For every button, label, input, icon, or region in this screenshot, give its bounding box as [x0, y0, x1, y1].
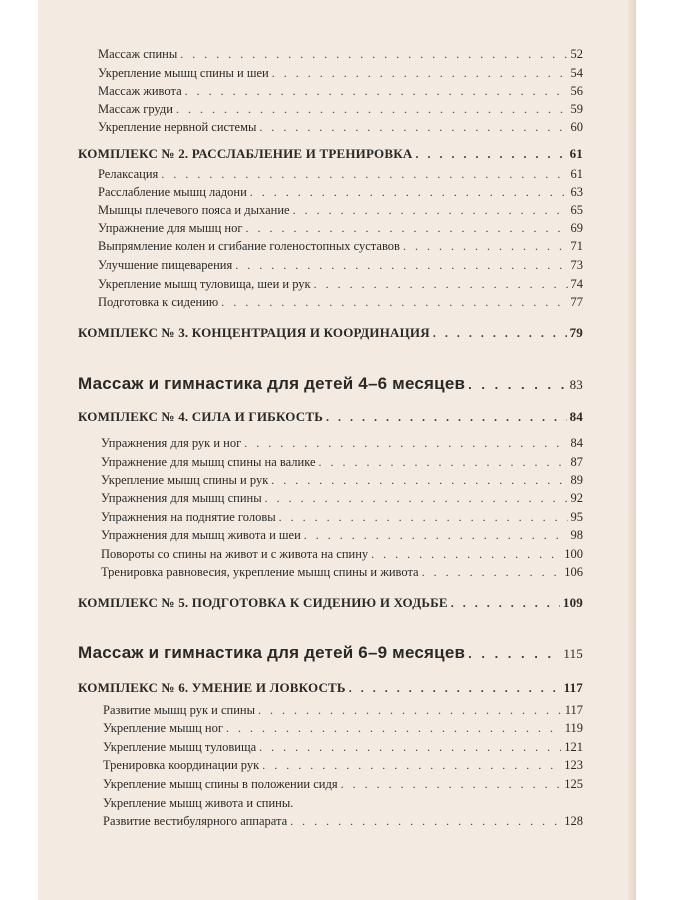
toc-entry: [101, 565, 583, 580]
toc-complex-heading: [78, 595, 583, 611]
toc-complex-page: 84: [569, 409, 583, 424]
toc-entry-title: Развитие мышц рук и спины: [103, 703, 255, 717]
dot-leader: [319, 455, 568, 470]
dot-leader: [415, 147, 566, 162]
dot-leader: [161, 167, 567, 182]
toc-complex-title: КОМПЛЕКС № 4. СИЛА И ГИБКОСТЬ: [78, 409, 323, 424]
toc-complex-heading: [78, 680, 583, 696]
dot-leader: [349, 681, 561, 696]
toc-entry: [103, 740, 583, 755]
toc-entry-title: Массаж живота: [98, 84, 182, 98]
toc-entry-page: 52: [570, 47, 583, 61]
toc-complex-page: 109: [562, 595, 583, 610]
toc-entry-page: 74: [570, 277, 583, 291]
toc-entry-page: 87: [570, 455, 583, 469]
toc-entry-title: Упражнение для мышц спины на валике: [101, 455, 316, 469]
toc-entry-title: Упражнения для мышц живота и шеи: [101, 528, 301, 542]
dot-leader: [422, 565, 562, 580]
toc-complex-heading: [78, 325, 583, 341]
toc-entry-title: Тренировка равновесия, укрепление мышц спины и живота: [101, 565, 419, 579]
toc-section-heading: [78, 374, 583, 394]
dot-leader: [250, 185, 568, 200]
toc-entry: [101, 547, 583, 562]
toc-entry-title: Упражнения на поднятие головы: [101, 510, 276, 524]
toc-entry: [101, 473, 583, 488]
toc-entry: [98, 221, 583, 236]
toc-entry-page: 106: [564, 565, 583, 579]
dot-leader: [244, 436, 567, 451]
toc-entry-page: 125: [564, 777, 583, 791]
dot-leader: [265, 491, 568, 506]
toc-entry: [98, 185, 583, 200]
toc-entry-page: 98: [570, 528, 583, 542]
dot-leader: [235, 258, 567, 273]
dot-leader: [304, 528, 568, 543]
toc-entry-page: 100: [564, 547, 583, 561]
toc-entry-page: 119: [564, 721, 583, 735]
toc-complex-title: КОМПЛЕКС № 6. УМЕНИЕ И ЛОВКОСТЬ: [78, 680, 346, 695]
dot-leader: [180, 47, 567, 62]
dot-leader: [259, 120, 567, 135]
toc-entry-page: 63: [570, 185, 583, 199]
toc-section-page: 83: [569, 377, 583, 392]
toc-entry-title: Укрепление мышц спины в положении сидя: [103, 777, 338, 791]
toc-entry-title: Улучшение пищеварения: [98, 258, 233, 272]
toc-section-title: Массаж и гимнастика для детей 4–6 месяцев: [78, 374, 466, 393]
toc-entry-title: Массаж спины: [98, 47, 178, 61]
toc-entry-page: 69: [570, 221, 583, 235]
toc-entry: [103, 758, 583, 773]
toc-entry-page: 60: [570, 120, 583, 134]
toc-entry: [103, 814, 583, 829]
dot-leader: [271, 473, 567, 488]
toc-entry-title: Укрепление мышц спины и шеи: [98, 66, 269, 80]
toc-entry-page: 123: [564, 758, 583, 772]
toc-entry-title: Мышцы плечевого пояса и дыхание: [98, 203, 290, 217]
dot-leader: [290, 814, 561, 829]
toc-complex-heading: [78, 409, 583, 425]
dot-leader: [468, 377, 566, 392]
toc-entry-page: 73: [570, 258, 583, 272]
dot-leader: [279, 510, 568, 525]
toc-section-heading: [78, 643, 583, 663]
toc-entry: [101, 436, 583, 451]
dot-leader: [433, 326, 567, 341]
dot-leader: [226, 721, 562, 736]
toc-entry: [103, 703, 583, 718]
toc-entry: [98, 66, 583, 81]
toc-entry: [98, 239, 583, 254]
toc-entry-title: Упражнения для мышц спины: [101, 491, 262, 505]
dot-leader: [341, 777, 562, 792]
dot-leader: [262, 758, 561, 773]
toc-entry: [103, 721, 583, 736]
toc-entry-page: 71: [570, 239, 583, 253]
toc-complex-title: КОМПЛЕКС № 2. РАССЛАБЛЕНИЕ И ТРЕНИРОВКА: [78, 146, 413, 161]
toc-entry-title: Укрепление мышц спины и рук: [101, 473, 269, 487]
toc-entry-title: Укрепление мышц живота и спины.: [103, 796, 294, 810]
toc-entry: [98, 120, 583, 135]
toc-entry-title: Подготовка к сидению: [98, 295, 219, 309]
toc-entry-title: Тренировка координации рук: [103, 758, 260, 772]
toc-entry: [98, 295, 583, 310]
toc-entry-page: 56: [570, 84, 583, 98]
toc-entry-page: 54: [570, 66, 583, 80]
toc-entry-page: 117: [564, 703, 583, 717]
toc-entry-page: 65: [570, 203, 583, 217]
toc-entry-title: Упражнения для рук и ног: [101, 436, 242, 450]
dot-leader: [451, 596, 560, 611]
dot-leader: [272, 66, 568, 81]
toc-section-title: Массаж и гимнастика для детей 6–9 месяцев: [78, 643, 466, 662]
dot-leader: [371, 547, 561, 562]
toc-entry-title: Релаксация: [98, 167, 159, 181]
dot-leader: [314, 277, 568, 292]
toc-entry: [98, 167, 583, 182]
toc-entry-title: Расслабление мышц ладони: [98, 185, 247, 199]
dot-leader: [176, 102, 568, 117]
toc-entry: [101, 491, 583, 506]
toc-entry-title: Упражнение для мышц ног: [98, 221, 243, 235]
toc-entry-title: Развитие вестибулярного аппарата: [103, 814, 288, 828]
toc-entry-page: 92: [570, 491, 583, 505]
dot-leader: [258, 703, 562, 718]
toc-complex-page: 61: [569, 146, 583, 161]
toc-complex-heading: [78, 146, 583, 162]
dot-leader: [403, 239, 568, 254]
toc-entry-page: 77: [570, 295, 583, 309]
toc-complex-page: 79: [569, 325, 583, 340]
toc-complex-title: КОМПЛЕКС № 5. ПОДГОТОВКА К СИДЕНИЮ И ХОДЬБЕ: [78, 595, 448, 610]
toc-entry: [98, 102, 583, 117]
toc-entry-page: 59: [570, 102, 583, 116]
toc-entry-page: 121: [564, 740, 583, 754]
dot-leader: [259, 740, 561, 755]
toc-entry: [101, 510, 583, 525]
toc-entry: [98, 47, 583, 62]
dot-leader: [221, 295, 567, 310]
toc-entry: [101, 455, 583, 470]
toc-entry-title: Укрепление мышц ног: [103, 721, 223, 735]
toc-entry-page: 61: [570, 167, 583, 181]
dot-leader: [293, 203, 568, 218]
toc-complex-title: КОМПЛЕКС № 3. КОНЦЕНТРАЦИЯ И КООРДИНАЦИЯ: [78, 325, 430, 340]
toc-entry-title: Укрепление нервной системы: [98, 120, 257, 134]
toc-entry-title: Массаж груди: [98, 102, 173, 116]
toc-entry: [98, 277, 583, 292]
toc-entry: [98, 258, 583, 273]
toc-entry-page: 84: [570, 436, 583, 450]
dot-leader: [185, 84, 568, 99]
dot-leader: [468, 646, 560, 661]
toc-entry-title: Повороты со спины на живот и с живота на спину: [101, 547, 369, 561]
toc-entry-title: Выпрямление колен и сгибание голеностопных суставов: [98, 239, 400, 253]
toc-entry-title: Укрепление мышц туловища: [103, 740, 257, 754]
toc-entry-page: 128: [564, 814, 583, 828]
dot-leader: [326, 410, 567, 425]
dot-leader: [245, 221, 567, 236]
toc-entry: [101, 528, 583, 543]
toc-section-page: 115: [563, 646, 583, 661]
toc-entry-page: 95: [570, 510, 583, 524]
toc-entry: [103, 796, 293, 811]
toc-entry-page: 89: [570, 473, 583, 487]
toc-complex-page: 117: [563, 680, 583, 695]
toc-entry-title: Укрепление мышц туловища, шеи и рук: [98, 277, 311, 291]
toc-entry: [98, 203, 583, 218]
toc-entry: [98, 84, 583, 99]
toc-entry: [103, 777, 583, 792]
